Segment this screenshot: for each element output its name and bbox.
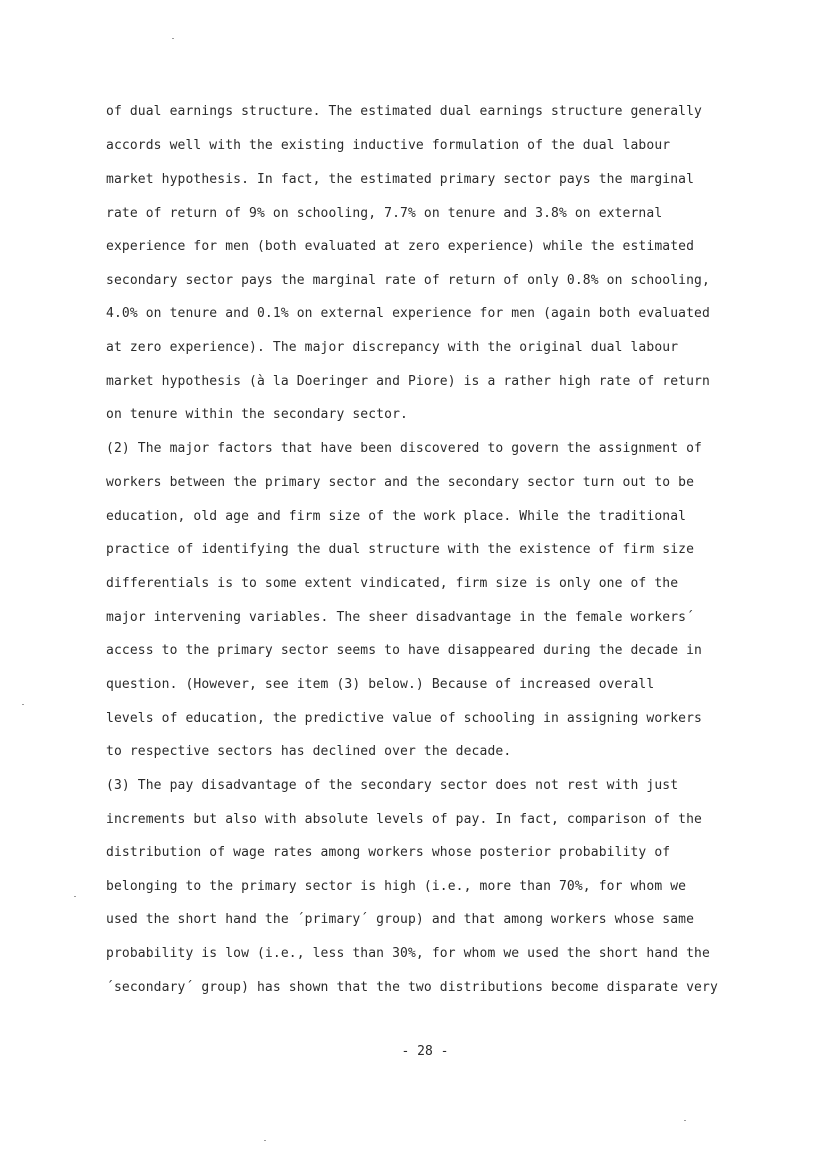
text-line: differentials is to some extent vindicated, firm size is only one of the [106,576,679,591]
scan-speck [172,38,174,39]
scan-speck [74,896,76,897]
text-line: practice of identifying the dual structure with the existence of firm size [106,542,695,557]
scan-speck [22,704,24,705]
text-line: to respective sectors has declined over the decade. [106,744,512,759]
text-line: 4.0% on tenure and 0.1% on external experience for men (again both evaluated [106,306,710,321]
text-line: access to the primary sector seems to have disappeared during the decade in [106,643,702,658]
text-line: (3) The pay disadvantage of the secondary sector does not rest with just [106,778,679,793]
text-line: used the short hand the ´primary´ group) and that among workers whose same [106,912,695,927]
text-line: ´secondary´ group) has shown that the two distributions become disparate very [106,980,718,995]
text-line: accords well with the existing inductive formulation of the dual labour [106,138,671,153]
text-line: experience for men (both evaluated at zero experience) while the estimated [106,239,695,254]
text-line: levels of education, the predictive value of schooling in assigning workers [106,711,702,726]
text-line: of dual earnings structure. The estimated dual earnings structure generally [106,104,702,119]
text-line: workers between the primary sector and the secondary sector turn out to be [106,475,695,490]
text-line: education, old age and firm size of the work place. While the traditional [106,509,687,524]
text-line: question. (However, see item (3) below.) Because of increased overall [106,677,655,692]
text-line: secondary sector pays the marginal rate of return of only 0.8% on schooling, [106,273,710,288]
text-line: increments but also with absolute levels of pay. In fact, comparison of the [106,812,702,827]
text-line: probability is low (i.e., less than 30%, for whom we used the short hand the [106,946,710,961]
text-line: belonging to the primary sector is high (i.e., more than 70%, for whom we [106,879,687,894]
page-number: - 28 - [401,1044,449,1059]
scan-speck [264,1140,266,1141]
scan-speck [684,1120,686,1121]
text-line: market hypothesis (à la Doeringer and Piore) is a rather high rate of return [106,374,710,389]
text-line: distribution of wage rates among workers whose posterior probability of [106,845,671,860]
text-line: (2) The major factors that have been discovered to govern the assignment of [106,441,702,456]
text-line: on tenure within the secondary sector. [106,407,408,422]
text-line: major intervening variables. The sheer disadvantage in the female workers´ [106,610,695,625]
text-line: market hypothesis. In fact, the estimated primary sector pays the marginal [106,172,695,187]
text-line: at zero experience). The major discrepancy with the original dual labour [106,340,679,355]
text-line: rate of return of 9% on schooling, 7.7% on tenure and 3.8% on external [106,206,663,221]
